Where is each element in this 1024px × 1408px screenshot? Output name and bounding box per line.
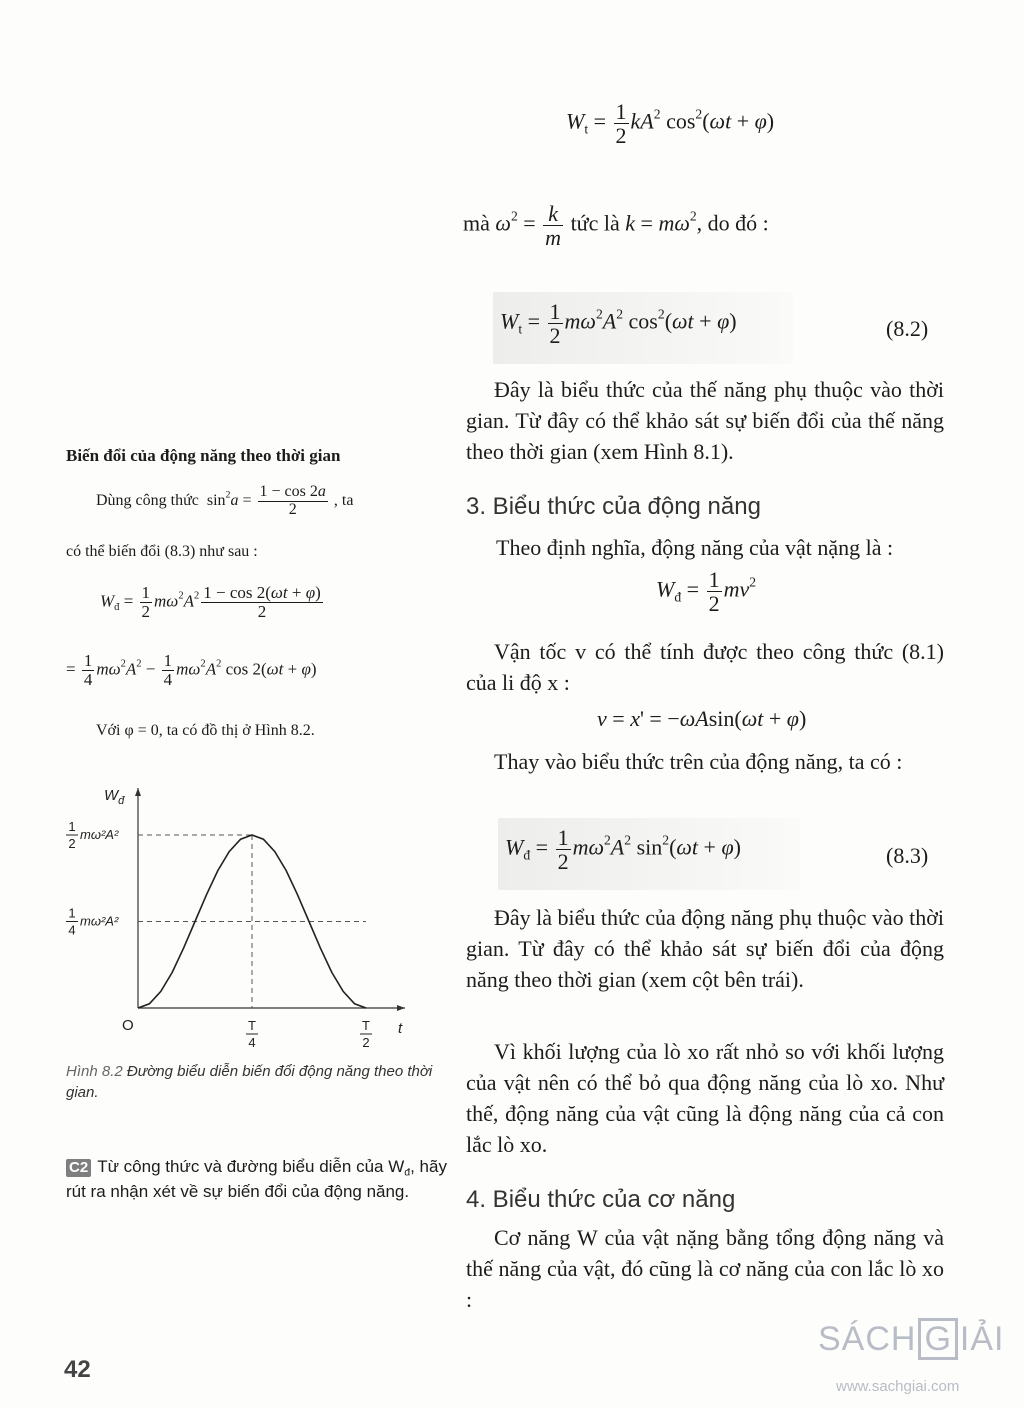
paragraph-spring-mass: Vì khối lượng của lò xo rất nhỏ so với khối lượng của vật nên có thể bỏ qua động năng của lò xo. Như thế, động năng của vật cũng là động năng của cả con lắc lò xo.: [466, 1039, 944, 1157]
watermark-logo: [818, 1318, 1005, 1360]
ytick-half-num: 1: [68, 819, 76, 834]
equation-wd-expanded: $W_đ$ = $\frac{1}{2}$ $m\omega^2A^2$ $\frac{1 - \cos 2(\omega t + \varphi)}{2}$: [100, 583, 321, 621]
xtick-t-half-den: 2: [362, 1035, 370, 1050]
y-axis-arrow: [135, 788, 141, 796]
c2-badge: C2: [66, 1159, 91, 1177]
c2-question: [66, 1154, 451, 1204]
equation-8-3-number: (8.3): [886, 843, 929, 868]
equation-omega-relation: mà $\omega^2$ = $\frac{k}{m}$ tức là $k = m\omega^2$, do đó :: [463, 201, 769, 251]
ma-word: mà: [463, 210, 490, 236]
ytick-quarter-den: 4: [68, 922, 76, 938]
watermark-brand-g: G: [918, 1318, 957, 1360]
ytick-half-den: 2: [68, 836, 76, 851]
do-do-word: , do đó :: [696, 210, 769, 236]
section-3-intro: Theo định nghĩa, động năng của vật nặng là :: [496, 535, 894, 560]
intro-tail: , ta: [333, 491, 354, 509]
ytick-quarter-label: mω²A²: [80, 913, 119, 929]
figure-caption: [66, 1061, 446, 1103]
equation-velocity: v = x' = −ωAsin(ωt + φ): [597, 706, 807, 731]
section-4-heading: 4. Biểu thức của cơ năng: [466, 1186, 736, 1213]
intro-text: Dùng công thức: [96, 491, 199, 509]
equation-8-2: $W_t$ = $\frac{1}{2}$ $m\omega^2A^2$ $\cos^2(\omega t + \varphi)$: [500, 299, 737, 349]
x-axis-label: t: [398, 1020, 403, 1037]
section-3-heading: 3. Biểu thức của động năng: [466, 493, 761, 520]
watermark-brand-left: SÁCH: [818, 1320, 917, 1358]
c2-text: Từ công thức và đường biểu diễn của W: [97, 1157, 405, 1176]
section-4-paragraph: Cơ năng W của vật nặng bằng tổng động năng và thế năng của vật, đó cũng là cơ năng của con lắc lò xo :: [466, 1225, 944, 1312]
c2-text-sub: đ: [404, 1166, 411, 1179]
phi-note: Với φ = 0, ta có đồ thị ở Hình 8.2.: [96, 722, 315, 739]
figure-caption-label: Hình 8.2: [66, 1063, 123, 1080]
c2-text-tail: , hãy rút ra nhận xét về sự biến đổi của động năng.: [66, 1157, 447, 1201]
tuc-la-word: tức là: [570, 210, 620, 236]
xtick-t-quarter-num: T: [248, 1018, 256, 1033]
figure-caption-text: Đường biểu diễn biến đổi động năng theo thời gian.: [66, 1063, 433, 1101]
substitute-paragraph: Thay vào biểu thức trên của động năng, ta có :: [494, 749, 903, 774]
equation-wd-mv2: $W_đ$ = $\frac{1}{2}$ $mv^2$: [656, 567, 757, 617]
equation-8-3: $W_đ$ = $\frac{1}{2}$ $m\omega^2A^2$ $\sin^2(\omega t + \varphi)$: [505, 825, 741, 875]
intro-formula-line: Dùng công thức $\sin^2a$ = $\frac{1 - \cos 2a}{2}$ , ta: [96, 483, 354, 518]
kinetic-energy-chart: [60, 778, 420, 1063]
box-title: Biến đổi của động năng theo thời gian: [66, 446, 341, 465]
xtick-t-half-num: T: [362, 1018, 370, 1033]
y-axis-label: $W_đ$: [104, 787, 125, 807]
page-number: 42: [64, 1356, 91, 1383]
intro-line-2: có thể biến đổi (8.3) như sau :: [66, 543, 258, 560]
ytick-quarter-num: 1: [68, 905, 76, 921]
watermark-brand-right: IẢI: [959, 1320, 1005, 1358]
x-axis-arrow: [397, 1005, 405, 1011]
ytick-half-label: mω²A²: [80, 827, 119, 842]
origin-label: O: [122, 1017, 134, 1034]
xtick-t-quarter-den: 4: [248, 1035, 256, 1050]
paragraph-potential-energy: Đây là biểu thức của thế năng phụ thuộc vào thời gian. Từ đây có thể khảo sát sự biến đổi của thế năng theo thời gian (xem Hình 8.1).: [466, 377, 944, 464]
equation-8-2-number: (8.2): [886, 316, 929, 341]
paragraph-kinetic-energy: Đây là biểu thức của động năng phụ thuộc vào thời gian. Từ đây có thể khảo sát sự biến đổi của động năng theo thời gian (xem cột bên trái).: [466, 905, 945, 992]
equation-wd-simplified: = $\frac{1}{4}$ $m\omega^2A^2$ − $\frac{1}{4}$ $m\omega^2A^2$ cos 2(ωt + φ): [66, 651, 317, 689]
equation-wt-k: $W_t$ = $\frac{1}{2}$ $kA^2$ $\cos^2(\omega t + \varphi)$: [566, 99, 775, 149]
velocity-paragraph: Vận tốc v có thể tính được theo công thức (8.1) của li độ x :: [466, 639, 944, 695]
watermark-url: www.sachgiai.com: [836, 1378, 960, 1395]
